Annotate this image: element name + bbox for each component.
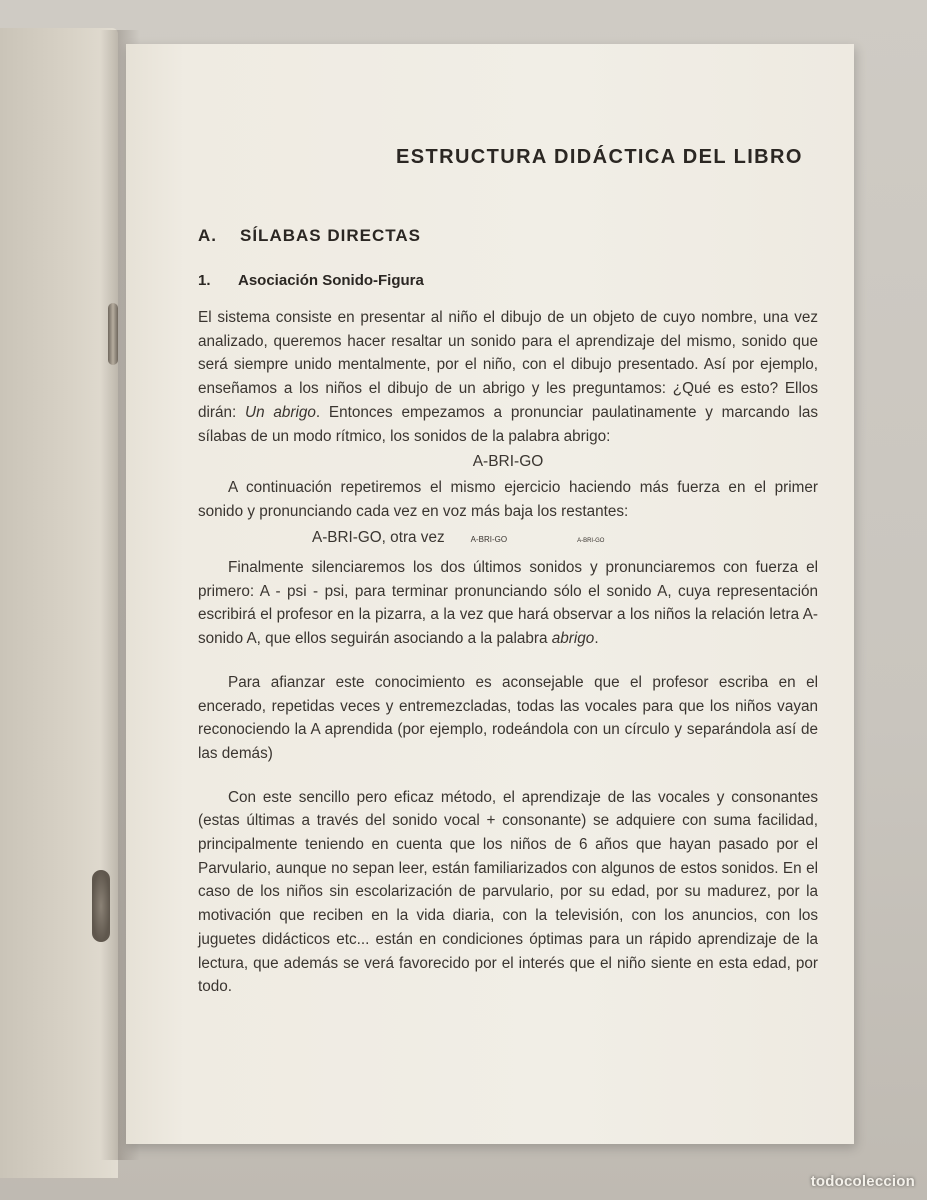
subsection-label: Asociación Sonido-Figura — [238, 272, 424, 289]
subsection-heading — [198, 272, 424, 289]
example-repetition-main: A-BRI-GO, otra vez — [312, 529, 445, 547]
paragraph-1-emphasis: Un abrigo — [245, 403, 316, 421]
section-heading — [198, 226, 421, 246]
section-letter: A. — [198, 226, 217, 245]
book-page — [126, 44, 854, 1144]
body-text — [198, 306, 818, 999]
paragraph-5: Con este sencillo pero eficaz método, el aprendizaje de las vocales y consonantes (estas últimas a través del sonido vocal + consonante) se adquiere con suma facilidad, principalmente teniendo en cuenta que los niños de 6 años que hayan pasado por el Parvulario, aunque no sepan leer, están familiarizados con algunos de estos sonidos. En el caso de los niños sin escolarización de parvulario, por su edad, por su madurez, por la motivación que reciben en la vida diaria, con la televisión, con los anuncios, con los juguetes didácticos etc... están en condiciones óptimas para un rápido aprendizaje de la lectura, que además se verá favorecido por el interés que el niño siente en esta edad, por todo. — [198, 788, 818, 996]
section-label: SÍLABAS DIRECTAS — [240, 226, 421, 245]
example-repetition-small-1: A-BRI-GO — [470, 535, 508, 545]
staple-top — [108, 303, 118, 365]
paragraph-1-text: El sistema consiste en presentar al niño el dibujo de un objeto de cuyo nombre, una vez analizado, queremos hacer resaltar un sonido para el aprendizaje del mismo, sonido que será siempre unido mentalmente, por el niño, con el dibujo presentado. Así por ejemplo, enseñamos a los niños el dibujo de un abrigo y les preguntamos: ¿Qué es esto? Ellos dirán: — [198, 309, 818, 421]
subsection-number: 1. — [198, 272, 211, 289]
page-title: ESTRUCTURA DIDÁCTICA DEL LIBRO — [396, 146, 803, 168]
paragraph-3-emphasis: abrigo — [551, 630, 595, 648]
paragraph-4: Para afianzar este conocimiento es aconsejable que el profesor escriba en el encerado, repetidas veces y entremezcladas, todas las vocales para que los niños vayan reconociendo la A aprendida (por ejemplo, rodeándola con un círculo y separándola así de las demás) — [198, 673, 818, 762]
paragraph-1-text-end: . Entonces empezamos a pronunciar paulatinamente y marcando las sílabas de un modo rítmico, los sonidos de la palabra abrigo: — [198, 403, 819, 445]
watermark-logo: todocoleccion — [810, 1173, 915, 1190]
example-repetition — [198, 526, 818, 554]
paragraph-3 — [198, 556, 818, 651]
paragraph-3-text-end: . — [594, 630, 599, 648]
paragraph-1 — [198, 306, 818, 448]
example-repetition-small-2: A-BRI-GO — [577, 538, 605, 545]
example-syllables: A-BRI-GO — [472, 453, 544, 471]
staple-bottom — [92, 870, 110, 942]
paragraph-3-text: Finalmente silenciaremos los dos últimos sonidos y pronunciaremos con fuerza el primero: A - psi - psi, para terminar pronunciando sólo el sonido A, cuya representación escribirá el profesor en la pizarra, a la vez que hará observar a los niños la relación letra A-sonido A, que ellos seguirán asociando a la palabra — [198, 559, 818, 648]
paragraph-2: A continuación repetiremos el mismo ejercicio haciendo más fuerza en el primer sonido y pronunciando cada vez en voz más baja los restantes: — [198, 478, 818, 520]
